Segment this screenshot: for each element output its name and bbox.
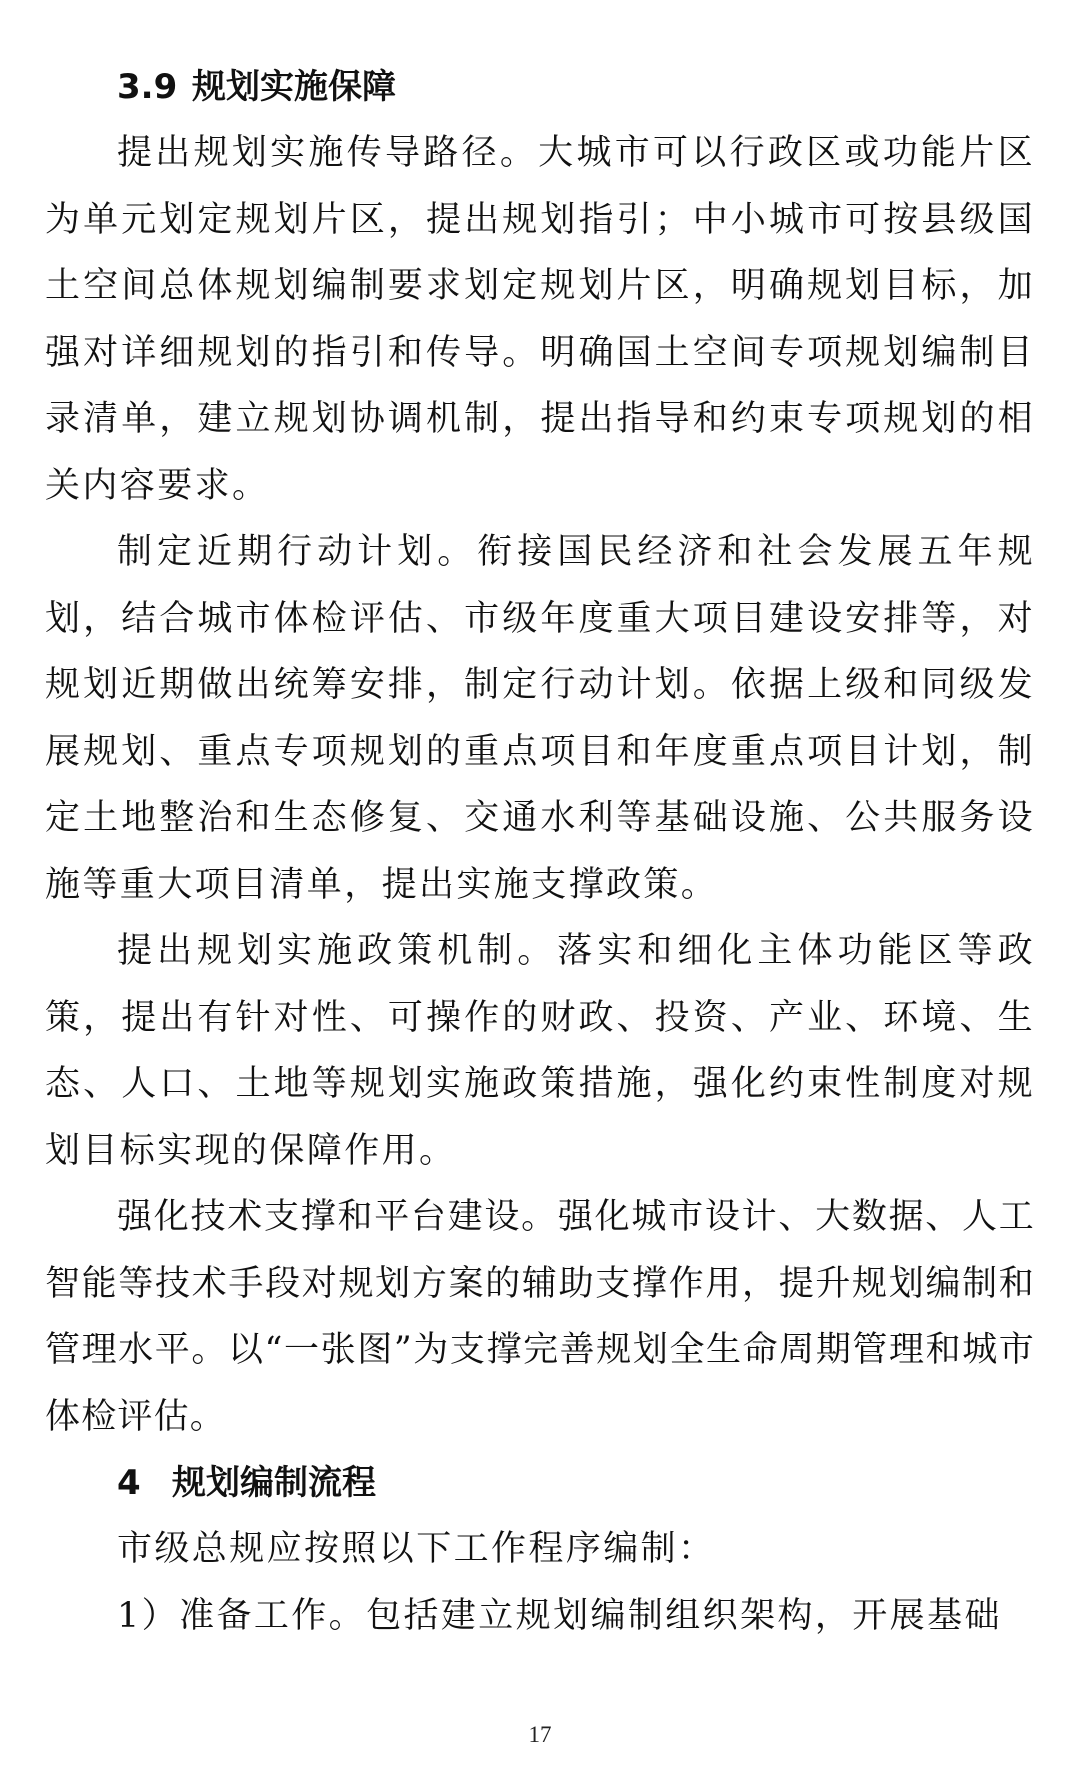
paragraph: 1）准备工作。包括建立规划编制组织架构，开展基础 (117, 1595, 1002, 1636)
paragraph: 市级总规应按照以下工作程序编制： (117, 1529, 716, 1569)
page-number: 17 (528, 1722, 552, 1747)
paragraph: 强化技术支撑和平台建设。强化城市设计、大数据、人工智能等技术手段对规划方案的辅助支撑作用，提升规划编制和管理水平。以“一张图”为支撑完善规划全生命周期管理和城市体检评估。 (45, 1197, 1035, 1437)
paragraph: 提出规划实施传导路径。大城市可以行政区或功能片区为单元划定规划片区，提出规划指引；中小城市可按县级国土空间总体规划编制要求划定规划片区，明确规划目标，加强对详细规划的指引和传导。明确国土空间专项规划编制目录清单，建立规划协调机制，提出指导和约束专项规划的相关内容要求。 (45, 133, 1035, 506)
page-content (45, 54, 1035, 1649)
section-number: 4 (117, 1463, 141, 1503)
section-number: 3.9 (117, 67, 178, 107)
section-4-heading (45, 1450, 1035, 1516)
section-title: 规划编制流程 (172, 1463, 376, 1503)
section-title: 规划实施保障 (192, 67, 396, 107)
paragraph: 制定近期行动计划。衔接国民经济和社会发展五年规划，结合城市体检评估、市级年度重大项目建设安排等，对规划近期做出统筹安排，制定行动计划。依据上级和同级发展规划、重点专项规划的重点项目和年度重点项目计划，制定土地整治和生态修复、交通水利等基础设施、公共服务设施等重大项目清单，提出实施支撑政策。 (45, 532, 1035, 905)
section-3-9-heading (45, 54, 1035, 120)
paragraph: 提出规划实施政策机制。落实和细化主体功能区等政策，提出有针对性、可操作的财政、投资、产业、环境、生态、人口、土地等规划实施政策措施，强化约束性制度对规划目标实现的保障作用。 (45, 931, 1035, 1171)
